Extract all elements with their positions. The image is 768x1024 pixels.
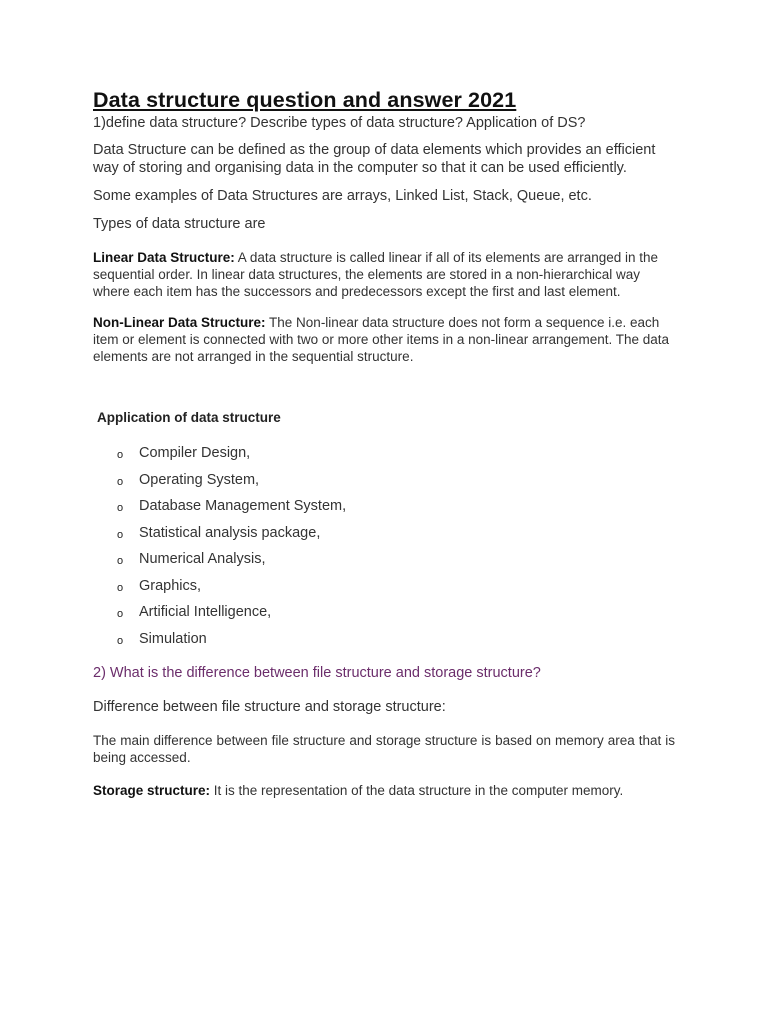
linear-label: Linear Data Structure:	[93, 250, 235, 265]
document-title: Data structure question and answer 2021	[93, 88, 517, 112]
list-item	[117, 467, 675, 494]
list-item	[117, 599, 675, 626]
list-item-label: Numerical Analysis,	[139, 551, 266, 568]
document-page	[93, 86, 675, 799]
list-item	[117, 440, 675, 467]
bullet-icon: o	[117, 555, 124, 568]
storage-text: It is the representation of the data structure in the computer memory.	[210, 783, 624, 798]
types-intro: Types of data structure are	[93, 216, 266, 232]
list-item	[117, 546, 675, 573]
main-difference-paragraph: The main difference between file structure and storage structure is based on memory area that is being accessed.	[93, 733, 675, 765]
question-1: 1)define data structure? Describe types of data structure? Application of DS?	[93, 115, 586, 131]
list-item-label: Graphics,	[139, 577, 202, 594]
applications-list	[117, 440, 675, 652]
bullet-icon: o	[117, 475, 124, 488]
nonlinear-text: The Non-linear data structure does not form a sequence i.e. each item or element is connected with two or more other items in a non-linear arrangement. The data elements are not arranged in the sequential structure.	[93, 315, 670, 364]
linear-text: A data structure is called linear if all of its elements are arranged in the sequential order. In linear data structures, the elements are stored in a non-hierarchical way where each item has the successors and predecessors except the first and last element.	[93, 250, 659, 299]
list-item	[117, 573, 675, 600]
bullet-icon: o	[117, 634, 124, 647]
list-item	[117, 626, 675, 653]
bullet-icon: o	[117, 528, 124, 541]
bullet-icon: o	[117, 581, 124, 594]
linear-paragraph	[93, 249, 675, 300]
storage-structure-paragraph	[93, 782, 675, 799]
bullet-icon: o	[117, 608, 124, 621]
nonlinear-label: Non-Linear Data Structure:	[93, 315, 266, 330]
bullet-icon: o	[117, 449, 124, 462]
difference-title: Difference between file structure and storage structure:	[93, 699, 446, 715]
question-2: 2) What is the difference between file structure and storage structure?	[93, 665, 541, 681]
list-item-label: Database Management System,	[139, 498, 347, 515]
examples-paragraph: Some examples of Data Structures are arrays, Linked List, Stack, Queue, etc.	[93, 188, 592, 204]
storage-label: Storage structure:	[93, 783, 211, 798]
list-item-label: Statistical analysis package,	[139, 524, 321, 541]
list-item-label: Artificial Intelligence,	[139, 604, 272, 621]
list-item-label: Operating System,	[139, 471, 260, 488]
list-item-label: Compiler Design,	[139, 445, 251, 462]
list-item	[117, 493, 675, 520]
applications-heading: Application of data structure	[97, 410, 281, 425]
list-item	[117, 520, 675, 547]
nonlinear-paragraph	[93, 314, 675, 365]
definition-paragraph: Data Structure can be defined as the group of data elements which provides an efficient way of storing and organising data in the computer so that it can be used efficiently.	[93, 142, 656, 176]
bullet-icon: o	[117, 502, 124, 515]
list-item-label: Simulation	[139, 630, 207, 647]
